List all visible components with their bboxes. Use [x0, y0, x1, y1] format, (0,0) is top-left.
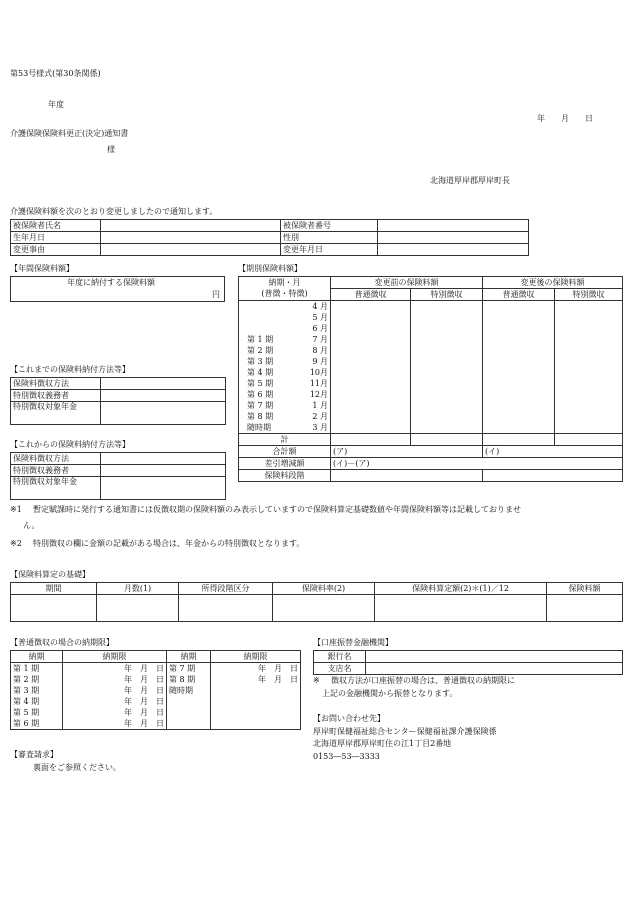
deadline-term: [167, 718, 211, 730]
period-amount-cell: [483, 389, 555, 400]
period-amount-cell: [331, 312, 411, 323]
deadline-row: [11, 674, 301, 685]
deadline-head: 納期限: [211, 651, 301, 663]
period-term: 随時期: [239, 422, 287, 434]
period-month: 7 月: [287, 334, 331, 345]
deadline-term: [167, 707, 211, 718]
period-row: [239, 400, 623, 411]
period-amount-cell: [411, 378, 483, 389]
basis-table: [10, 582, 623, 622]
before-ordinary-head: 普通徴収: [331, 289, 411, 301]
period-amount-cell: [411, 422, 483, 434]
period-table: [238, 276, 623, 482]
deadline-date: [211, 718, 301, 730]
period-amount-cell: [483, 301, 555, 313]
note2-text: 特別徴収の欄に金額の記載がある場合は、年金からの特別徴収となります。: [33, 539, 305, 548]
fiscal-year-label: 年度: [48, 100, 64, 109]
period-month: 10月: [287, 367, 331, 378]
previous-method-row: 特別徴収義務者: [11, 390, 101, 402]
period-amount-cell: [555, 367, 623, 378]
deadline-date: 年 月 日: [63, 696, 167, 707]
deadline-date: 年 月 日: [63, 718, 167, 730]
reason-value: [101, 244, 281, 256]
contact-section-title: 【お問い合わせ先】: [313, 714, 385, 723]
period-term: [239, 323, 287, 334]
after-ordinary-head: 普通徴収: [483, 289, 555, 301]
basis-header: 保険料額: [547, 583, 623, 595]
future-method-title: 【これからの保険料納付方法等】: [10, 440, 130, 449]
period-month: 8 月: [287, 345, 331, 356]
previous-method-row: 保険料徴収方法: [11, 378, 101, 390]
note2-mark: ※2: [10, 539, 22, 548]
period-amount-cell: [411, 400, 483, 411]
period-term: 第 5 期: [239, 378, 287, 389]
deadline-date: 年 月 日: [63, 674, 167, 685]
change-date-label: 変更年月日: [281, 244, 378, 256]
period-amount-cell: [555, 400, 623, 411]
period-amount-cell: [331, 301, 411, 313]
period-amount-cell: [555, 301, 623, 313]
deadline-term: 第 3 期: [11, 685, 63, 696]
period-amount-cell: [411, 411, 483, 422]
period-amount-cell: [331, 411, 411, 422]
future-method-row: 保険料徴収方法: [11, 453, 101, 465]
future-method-table: [10, 452, 226, 500]
number-value: [378, 220, 529, 232]
before-special-head: 特別徴収: [411, 289, 483, 301]
period-head: 納期・月: [239, 277, 331, 289]
period-amount-cell: [411, 323, 483, 334]
appeal-text: 裏面をご参照ください。: [33, 763, 121, 772]
previous-method-title: 【これまでの保険料納付方法等】: [10, 365, 130, 374]
intro-text: 介護保険料額を次のとおり変更しましたので通知します。: [10, 207, 218, 216]
basis-header: 期間: [11, 583, 97, 595]
name-label: 被保険者氏名: [11, 220, 101, 232]
period-term: 第 7 期: [239, 400, 287, 411]
reason-label: 変更事由: [11, 244, 101, 256]
deadline-head: 納期限: [63, 651, 167, 663]
deadline-term: 第 4 期: [11, 696, 63, 707]
deadline-row: [11, 696, 301, 707]
annual-section-title: 【年間保険料額】: [10, 264, 74, 273]
period-amount-cell: [411, 345, 483, 356]
note1-mark: ※1: [10, 505, 22, 514]
period-amount-cell: [411, 367, 483, 378]
period-amount-cell: [331, 422, 411, 434]
period-term: [239, 301, 287, 313]
period-amount-cell: [411, 334, 483, 345]
period-term: [239, 312, 287, 323]
period-row: [239, 411, 623, 422]
bank-note-line1: 徴収方法が口座振替の場合は、普通徴収の納期限に: [331, 676, 515, 685]
deadline-date: [211, 696, 301, 707]
issue-date: 年 月 日: [537, 114, 593, 123]
note1-line2: ん。: [23, 521, 40, 530]
form-number: 第53号様式(第30条関係): [10, 69, 101, 78]
period-amount-cell: [555, 345, 623, 356]
deadline-term: 第 6 期: [11, 718, 63, 730]
after-special-head: 特別徴収: [555, 289, 623, 301]
future-method-row: 特別徴収義務者: [11, 465, 101, 477]
bank-table: [313, 650, 623, 675]
document-title: 介護保険保険料更正(決定)通知書: [10, 129, 129, 138]
gender-value: [378, 232, 529, 244]
basis-header: 所得段階区分: [179, 583, 273, 595]
period-month: 4 月: [287, 301, 331, 313]
note1-line1: 暫定賦課時に発行する通知書には仮徴収期の保険料額のみ表示していますので保険料算定基礎数値や年間保険料額等は記載しておりませ: [33, 505, 521, 514]
period-amount-cell: [411, 356, 483, 367]
deadline-term: 第 8 期: [167, 674, 211, 685]
annual-header: 年度に納付する保険料額: [67, 278, 155, 287]
period-term: 第 6 期: [239, 389, 287, 400]
period-row: [239, 345, 623, 356]
gender-label: 性別: [281, 232, 378, 244]
period-row: [239, 312, 623, 323]
period-amount-cell: [555, 323, 623, 334]
basis-header: 月数(1): [97, 583, 179, 595]
period-amount-cell: [331, 334, 411, 345]
bank-note-mark: ※: [313, 676, 320, 685]
period-amount-cell: [331, 345, 411, 356]
period-amount-cell: [331, 378, 411, 389]
deadline-row: [11, 707, 301, 718]
period-term: 第 3 期: [239, 356, 287, 367]
sum-after: (イ): [483, 446, 623, 458]
period-amount-cell: [483, 367, 555, 378]
period-amount-cell: [483, 356, 555, 367]
deadline-term-head: 納期: [11, 651, 63, 663]
previous-method-row: 特別徴収対象年金: [11, 402, 101, 425]
deadline-term-head: 納期: [167, 651, 211, 663]
period-amount-cell: [555, 334, 623, 345]
bank-section-title: 【口座振替金融機関】: [313, 638, 393, 647]
deadline-table: [10, 650, 301, 730]
basis-section-title: 【保険料算定の基礎】: [10, 570, 90, 579]
diff-value: (イ)－(ア): [331, 458, 623, 470]
deadline-row: [11, 685, 301, 696]
stage-label: 保険料段階: [239, 470, 331, 482]
period-amount-cell: [483, 411, 555, 422]
total-label: 計: [239, 434, 331, 446]
change-date-value: [378, 244, 529, 256]
deadline-date: 年 月 日: [211, 674, 301, 685]
branch-name-label: 支店名: [314, 663, 366, 675]
period-amount-cell: [483, 378, 555, 389]
deadline-date: 年 月 日: [211, 663, 301, 675]
future-method-row: 特別徴収対象年金: [11, 477, 101, 500]
contact-office: 厚岸町保健福祉総合センター保健福祉課介護保険係: [313, 727, 497, 736]
period-row: [239, 323, 623, 334]
birth-label: 生年月日: [11, 232, 101, 244]
annual-unit: 円: [212, 290, 220, 299]
deadline-row: [11, 663, 301, 675]
period-amount-cell: [331, 323, 411, 334]
period-amount-cell: [331, 367, 411, 378]
period-month: 2 月: [287, 411, 331, 422]
period-month: 3 月: [287, 422, 331, 434]
period-amount-cell: [555, 378, 623, 389]
insured-info-table: [10, 219, 529, 256]
period-row: [239, 367, 623, 378]
deadline-term: [167, 696, 211, 707]
period-amount-cell: [483, 323, 555, 334]
deadline-term: 第 2 期: [11, 674, 63, 685]
period-head-sub: (普徴・特徴): [239, 289, 331, 301]
period-month: 12月: [287, 389, 331, 400]
period-amount-cell: [331, 400, 411, 411]
period-row: [239, 378, 623, 389]
diff-label: 差引増減額: [239, 458, 331, 470]
period-amount-cell: [555, 411, 623, 422]
period-row: [239, 334, 623, 345]
birth-value: [101, 232, 281, 244]
period-amount-cell: [331, 389, 411, 400]
period-section-title: 【期別保険料額】: [238, 264, 302, 273]
period-month: 9 月: [287, 356, 331, 367]
period-amount-cell: [483, 422, 555, 434]
name-value: [101, 220, 281, 232]
period-term: 第 8 期: [239, 411, 287, 422]
period-amount-cell: [555, 312, 623, 323]
period-row: [239, 356, 623, 367]
issuer: 北海道厚岸郡厚岸町長: [430, 176, 510, 185]
period-month: 11月: [287, 378, 331, 389]
period-row: [239, 389, 623, 400]
before-head: 変更前の保険料額: [331, 277, 483, 289]
deadline-date: [211, 707, 301, 718]
period-amount-cell: [483, 334, 555, 345]
deadline-date: 年 月 日: [63, 663, 167, 675]
sum-before: (ア): [331, 446, 483, 458]
contact-address: 北海道厚岸郡厚岸町住の江1丁目2番地: [313, 739, 452, 748]
period-month: 5 月: [287, 312, 331, 323]
period-amount-cell: [411, 312, 483, 323]
period-row: [239, 301, 623, 313]
after-head: 変更後の保険料額: [483, 277, 623, 289]
period-amount-cell: [411, 389, 483, 400]
annual-box: [10, 276, 225, 302]
period-term: 第 1 期: [239, 334, 287, 345]
period-month: 1 月: [287, 400, 331, 411]
deadline-date: [211, 685, 301, 696]
period-amount-cell: [555, 389, 623, 400]
deadline-section-title: 【普通徴収の場合の納期限】: [10, 638, 114, 647]
period-term: 第 2 期: [239, 345, 287, 356]
appeal-section-title: 【審査請求】: [10, 750, 58, 759]
period-amount-cell: [555, 356, 623, 367]
basis-header: 保険料率(2): [273, 583, 375, 595]
number-label: 被保険者番号: [281, 220, 378, 232]
deadline-date: 年 月 日: [63, 707, 167, 718]
deadline-term: 第 5 期: [11, 707, 63, 718]
deadline-term: 第 7 期: [167, 663, 211, 675]
contact-phone: 0153―53―3333: [313, 752, 380, 761]
period-term: 第 4 期: [239, 367, 287, 378]
period-month: 6 月: [287, 323, 331, 334]
period-amount-cell: [483, 345, 555, 356]
honorific: 様: [107, 145, 115, 154]
period-row: [239, 422, 623, 434]
sum-label: 合計額: [239, 446, 331, 458]
basis-header: 保険料算定額(2)＊(1)／12: [375, 583, 547, 595]
deadline-row: [11, 718, 301, 730]
period-amount-cell: [331, 356, 411, 367]
deadline-term: 随時期: [167, 685, 211, 696]
period-amount-cell: [483, 400, 555, 411]
period-amount-cell: [483, 312, 555, 323]
period-amount-cell: [411, 301, 483, 313]
bank-note-line2: 上記の金融機関から振替となります。: [322, 689, 458, 698]
deadline-term: 第 1 期: [11, 663, 63, 675]
deadline-date: 年 月 日: [63, 685, 167, 696]
bank-name-label: 銀行名: [314, 651, 366, 663]
previous-method-table: [10, 377, 226, 425]
period-amount-cell: [555, 422, 623, 434]
